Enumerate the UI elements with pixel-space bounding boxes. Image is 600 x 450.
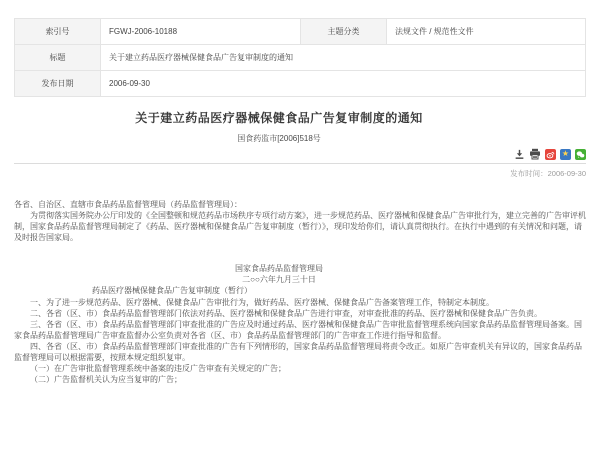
divider <box>14 163 586 164</box>
salutation: 各省、自治区、直辖市食品药品监督管理局（药品监督管理局）： <box>14 200 242 209</box>
document-number: 国食药监市[2006]518号 <box>237 134 321 143</box>
list-item: 二、各省（区、市）食品药品监督管理部门依法对药品、医疗器械和保健食品广告进行审查，对审查批准的药品、医疗器械和保健食品广告负责。 <box>30 309 542 318</box>
metadata-table <box>14 18 586 97</box>
print-icon[interactable] <box>529 148 541 160</box>
publish-date-label: 发布日期 <box>15 71 101 97</box>
list-item: （二）广告监督机关认为应当复审的广告； <box>30 375 182 384</box>
download-icon[interactable] <box>513 148 525 160</box>
index-number-value: FGWJ-2006-10188 <box>101 19 301 45</box>
title-label: 标题 <box>15 45 101 71</box>
list-item: 一、为了进一步规范药品、医疗器械、保健食品广告审批行为，做好药品、医疗器械、保健食品广告备案管理工作，特制定本制度。 <box>30 298 494 307</box>
subject-category-label: 主题分类 <box>301 19 387 45</box>
list-item: 四、各省（区、市）食品药品监督管理部门审查批准的广告有下列情形的，国家食品药品监督管理局将责令改正。如原广告审查机关有异议的，国家食品药品监督管理局可以根据需要，按照本规定组织复审。 <box>14 342 582 362</box>
publish-date-value: 2006-09-30 <box>101 71 586 97</box>
table-row <box>15 45 586 71</box>
article-body <box>14 199 586 385</box>
page-title: 关于建立药品医疗器械保健食品广告复审制度的通知 <box>135 111 423 125</box>
paragraph: 为贯彻落实国务院办公厅印发的《全国整顿和规范药品市场秩序专项行动方案》，进一步规范药品、医疗器械和保健食品广告审批行为，建立完善的广告审评机制，国家食品药品监督管理局制定了《药品、医疗器械和保健食品广告复审制度（暂行）》，现印发给你们，请认真贯彻执行。在执行中遇到的有关情况和问题，请及时报告国家局。 <box>14 211 586 242</box>
publish-time-label: 发布时间： <box>510 169 548 178</box>
signature-org: 国家食品药品监督管理局 <box>235 264 323 273</box>
signature-block <box>14 263 586 285</box>
share-qzone-icon[interactable] <box>560 149 571 160</box>
table-row <box>15 19 586 45</box>
list-item: 三、各省（区、市）食品药品监督管理部门审查批准的广告应及时通过药品、医疗器械和保健食品广告审批监督管理系统向国家食品药品监督管理局备案。国家食品药品监督管理局广告审查监督办公室负责对各省（区、市）食品药品监督管理部门的广告审查工作进行指导和监督。 <box>14 320 582 340</box>
signature-date: 二○○六年九月三十日 <box>242 275 316 284</box>
table-row <box>15 71 586 97</box>
subject-category-value: 法规文件 / 规范性文件 <box>387 19 586 45</box>
article-toolbar <box>14 147 586 161</box>
regulation-items <box>14 297 586 385</box>
share-weibo-icon[interactable] <box>545 149 556 160</box>
publish-time-line <box>14 168 586 179</box>
index-number-label: 索引号 <box>15 19 101 45</box>
list-item: （一）在广告审批监督管理系统中备案的违反广告审查有关规定的广告； <box>30 364 286 373</box>
publish-time-value: 2006-09-30 <box>547 169 586 178</box>
share-wechat-icon[interactable] <box>575 149 586 160</box>
title-value: 关于建立药品医疗器械保健食品广告复审制度的通知 <box>101 45 586 71</box>
star-icon: ★ <box>561 149 570 158</box>
regulation-sub-heading: 药品医疗器械保健食品广告复审制度（暂行） <box>92 286 252 295</box>
